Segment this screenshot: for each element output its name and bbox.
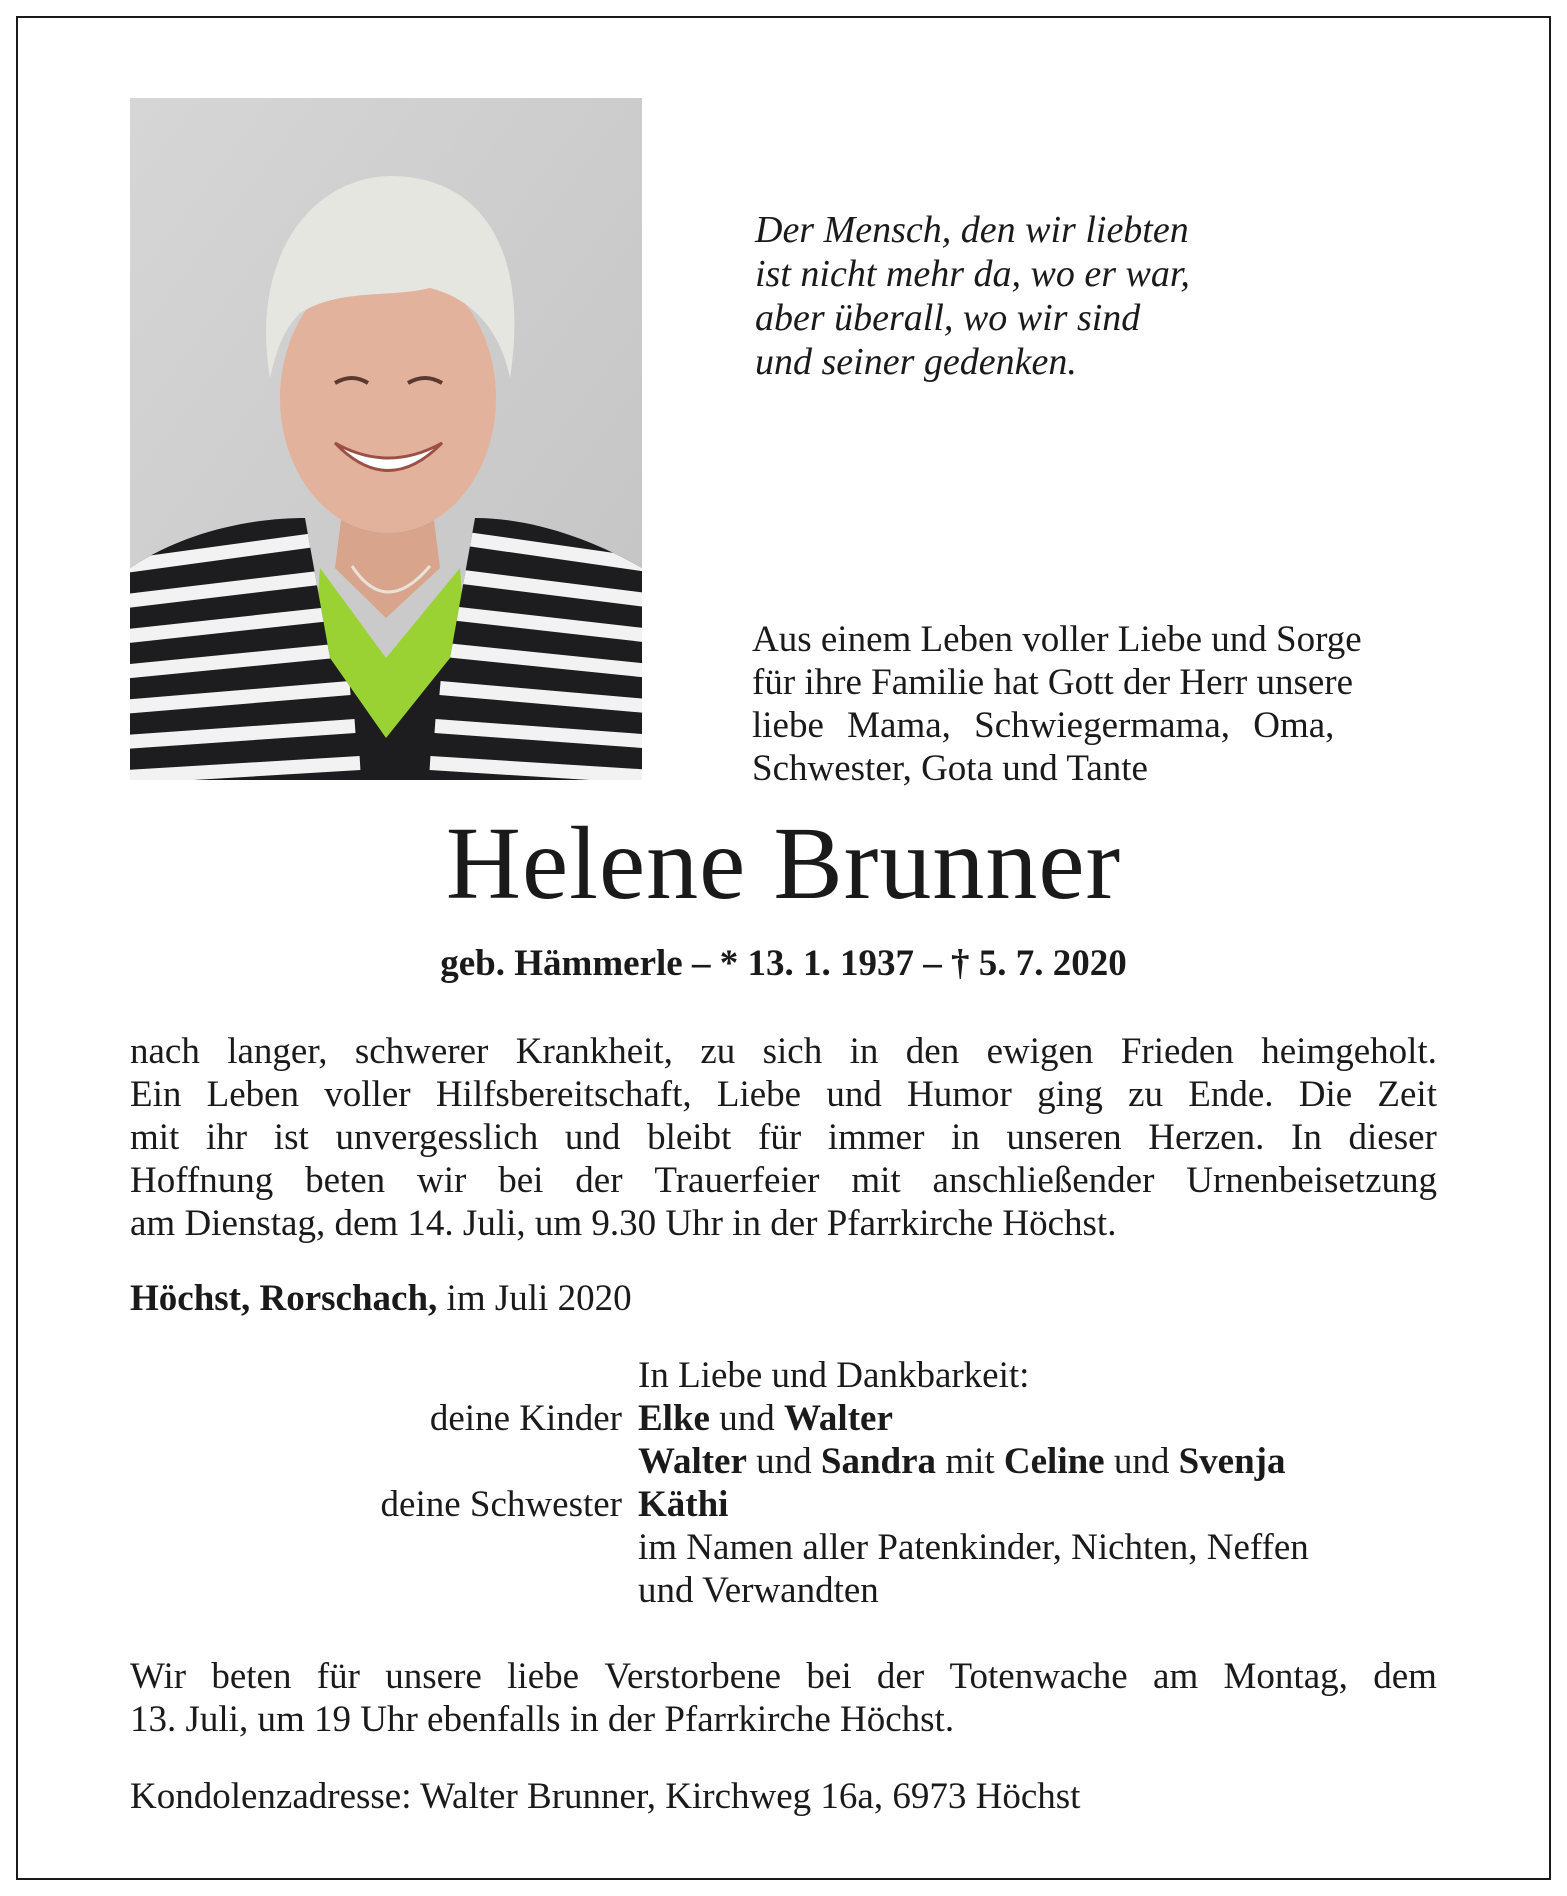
family-name: Elke — [638, 1398, 710, 1439]
relatives-line-1: im Namen aller Patenkinder, Nichten, Neffen — [638, 1527, 1309, 1568]
deceased-name: Helene Brunner — [445, 806, 1122, 921]
wake-notice — [130, 1655, 1437, 1741]
family-name: Walter — [638, 1441, 747, 1482]
announcement-line: Ein Leben voller Hilfsbereitschaft, Liebe und Humor ging zu Ende. Die Zeit — [130, 1074, 1437, 1115]
sister-label: deine Schwester — [380, 1484, 622, 1525]
announcement-line: nach langer, schwerer Krankheit, zu sich in den ewigen Frieden heimgeholt. — [130, 1031, 1437, 1072]
intro-line: Aus einem Leben voller Liebe und Sorge — [752, 619, 1362, 660]
intro-line: für ihre Familie hat Gott der Herr unsere — [752, 662, 1354, 703]
intro-line: liebe Mama, Schwiegermama, Oma, — [752, 705, 1335, 746]
sister-line — [638, 1483, 728, 1526]
wake-line: Wir beten für unsere liebe Verstorbene bei der Totenwache am Montag, dem — [130, 1656, 1437, 1697]
place-date — [130, 1277, 632, 1320]
intro-line: Schwester, Gota und Tante — [752, 748, 1148, 789]
family-name: Walter — [783, 1398, 893, 1439]
wake-line: 13. Juli, um 19 Uhr ebenfalls in der Pfarrkirche Höchst. — [130, 1699, 955, 1740]
family-name: Svenja — [1178, 1441, 1286, 1482]
poem-line: Der Mensch, den wir liebten — [755, 209, 1189, 251]
signature-heading: In Liebe und Dankbarkeit: — [638, 1355, 1030, 1396]
place-names: Höchst, Rorschach, — [130, 1278, 438, 1319]
portrait-image — [130, 98, 642, 780]
conjunction: und — [1104, 1441, 1179, 1482]
relatives-line-2: und Verwandten — [638, 1570, 879, 1611]
deceased-dates: geb. Hämmerle – * 13. 1. 1937 – † 5. 7. 2020 — [440, 943, 1127, 984]
poem-line: ist nicht mehr da, wo er war, — [755, 253, 1190, 295]
announcement-line: mit ihr ist unvergesslich und bleibt für immer in unseren Herzen. In dieser — [130, 1117, 1437, 1158]
children-line-1 — [638, 1397, 893, 1440]
condolence-address: Kondolenzadresse: Walter Brunner, Kirchweg 16a, 6973 Höchst — [130, 1776, 1081, 1817]
family-name: Celine — [1003, 1441, 1105, 1482]
conjunction: und — [709, 1398, 784, 1439]
children-line-2 — [638, 1440, 1286, 1483]
announcement-text — [130, 1030, 1437, 1245]
family-name: Sandra — [820, 1441, 937, 1482]
conjunction: und — [746, 1441, 821, 1482]
announcement-line: Hoffnung beten wir bei der Trauerfeier mit anschließender Urnenbeisetzung — [130, 1160, 1437, 1201]
conjunction: mit — [936, 1441, 1004, 1482]
children-label: deine Kinder — [429, 1398, 622, 1439]
memorial-poem — [755, 208, 1475, 384]
intro-text — [752, 618, 1438, 790]
poem-line: und seiner gedenken. — [755, 341, 1077, 383]
place-date-text: im Juli 2020 — [437, 1278, 632, 1319]
family-name: Käthi — [638, 1484, 729, 1525]
signature-block — [130, 1354, 1450, 1612]
poem-line: aber überall, wo wir sind — [755, 297, 1141, 339]
announcement-line: am Dienstag, dem 14. Juli, um 9.30 Uhr in der Pfarrkirche Höchst. — [130, 1203, 1117, 1244]
portrait-photo — [130, 98, 642, 780]
